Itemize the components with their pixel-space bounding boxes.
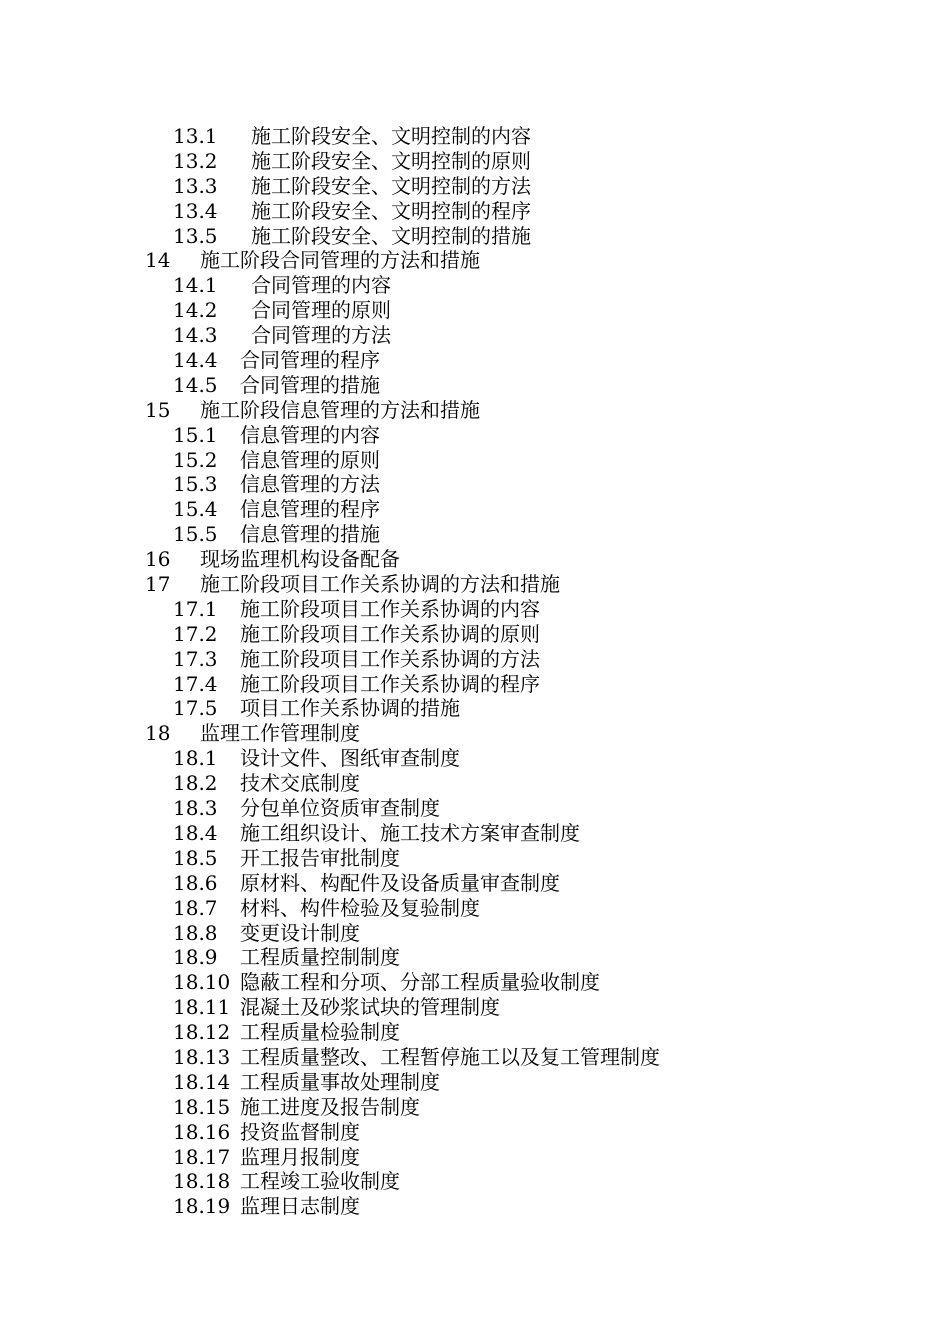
- toc-item-number: 18.6: [173, 870, 218, 895]
- toc-item-title: 施工阶段合同管理的方法和措施: [200, 248, 480, 273]
- toc-item-number: 13.2: [173, 148, 218, 173]
- toc-item-title: 分包单位资质审查制度: [240, 796, 440, 821]
- toc-item-title: 施工阶段项目工作关系协调的程序: [240, 671, 540, 696]
- toc-item-number: 17.3: [173, 646, 218, 671]
- toc-subsection-item: [0, 846, 950, 871]
- toc-subsection-item: [0, 472, 950, 497]
- toc-item-title: 信息管理的方法: [240, 472, 380, 497]
- toc-subsection-item: [0, 373, 950, 398]
- toc-subsection-item: [0, 771, 950, 796]
- toc-item-title: 技术交底制度: [240, 771, 360, 796]
- toc-item-number: 15.5: [173, 522, 218, 547]
- toc-subsection-item: [0, 945, 950, 970]
- toc-item-title: 施工阶段项目工作关系协调的方法和措施: [200, 572, 560, 597]
- toc-item-title: 监理日志制度: [240, 1194, 360, 1219]
- toc-subsection-item: [0, 1169, 950, 1194]
- toc-item-title: 信息管理的措施: [240, 522, 380, 547]
- toc-item-title: 施工阶段安全、文明控制的原则: [251, 148, 531, 173]
- toc-subsection-item: [0, 199, 950, 224]
- toc-item-title: 施工阶段项目工作关系协调的原则: [240, 621, 540, 646]
- toc-subsection-item: [0, 821, 950, 846]
- toc-item-number: 18.11: [173, 995, 231, 1020]
- toc-item-title: 开工报告审批制度: [240, 845, 400, 870]
- toc-item-number: 14.5: [173, 372, 218, 397]
- toc-item-title: 投资监督制度: [240, 1119, 360, 1144]
- toc-item-number: 15.2: [173, 447, 218, 472]
- toc-item-number: 18.5: [173, 845, 218, 870]
- toc-section-heading: [0, 398, 950, 423]
- toc-item-number: 14.2: [173, 298, 218, 323]
- toc-item-number: 18.12: [173, 1020, 231, 1045]
- toc-item-title: 信息管理的原则: [240, 447, 380, 472]
- toc-subsection-item: [0, 323, 950, 348]
- toc-item-title: 变更设计制度: [240, 920, 360, 945]
- toc-item-number: 18.19: [173, 1194, 231, 1219]
- toc-section-heading: [0, 721, 950, 746]
- toc-subsection-item: [0, 423, 950, 448]
- toc-subsection-item: [0, 970, 950, 995]
- toc-item-title: 设计文件、图纸审查制度: [240, 746, 460, 771]
- toc-subsection-item: [0, 622, 950, 647]
- toc-item-number: 18.16: [173, 1119, 231, 1144]
- toc-item-number: 14.3: [173, 323, 218, 348]
- toc-item-number: 18.8: [173, 920, 218, 945]
- toc-item-title: 工程质量检验制度: [240, 1020, 400, 1045]
- toc-item-number: 15.1: [173, 422, 218, 447]
- toc-item-number: 15.4: [173, 497, 218, 522]
- toc-item-title: 施工阶段项目工作关系协调的方法: [240, 646, 540, 671]
- toc-item-number: 18.17: [173, 1144, 231, 1169]
- toc-subsection-item: [0, 497, 950, 522]
- toc-subsection-item: [0, 647, 950, 672]
- toc-item-number: 15.3: [173, 472, 218, 497]
- toc-item-number: 15: [145, 397, 171, 422]
- toc-item-title: 信息管理的内容: [240, 422, 380, 447]
- toc-section-heading: [0, 572, 950, 597]
- toc-item-number: 17: [145, 572, 171, 597]
- toc-item-number: 18.14: [173, 1069, 231, 1094]
- toc-item-number: 18.13: [173, 1044, 231, 1069]
- toc-item-number: 17.5: [173, 696, 218, 721]
- toc-item-title: 合同管理的原则: [251, 298, 391, 323]
- toc-subsection-item: [0, 1095, 950, 1120]
- toc-item-number: 18.10: [173, 970, 231, 995]
- toc-subsection-item: [0, 696, 950, 721]
- toc-item-title: 合同管理的程序: [240, 348, 380, 373]
- toc-item-title: 合同管理的内容: [251, 273, 391, 298]
- toc-item-title: 合同管理的措施: [240, 372, 380, 397]
- toc-item-number: 13.3: [173, 173, 218, 198]
- toc-subsection-item: [0, 871, 950, 896]
- toc-section-heading: [0, 547, 950, 572]
- toc-item-title: 现场监理机构设备配备: [200, 547, 400, 572]
- toc-subsection-item: [0, 1120, 950, 1145]
- toc-item-number: 14.1: [173, 273, 218, 298]
- toc-item-title: 混凝土及砂浆试块的管理制度: [240, 995, 500, 1020]
- toc-subsection-item: [0, 522, 950, 547]
- toc-subsection-item: [0, 746, 950, 771]
- toc-subsection-item: [0, 149, 950, 174]
- toc-subsection-item: [0, 348, 950, 373]
- toc-item-title: 施工阶段安全、文明控制的方法: [251, 173, 531, 198]
- toc-item-title: 工程质量事故处理制度: [240, 1069, 440, 1094]
- toc-item-number: 18.18: [173, 1169, 231, 1194]
- toc-item-number: 18.3: [173, 796, 218, 821]
- toc-subsection-item: [0, 273, 950, 298]
- toc-item-title: 信息管理的程序: [240, 497, 380, 522]
- toc-item-title: 施工阶段安全、文明控制的程序: [251, 198, 531, 223]
- toc-subsection-item: [0, 672, 950, 697]
- toc-item-title: 原材料、构配件及设备质量审查制度: [240, 870, 560, 895]
- toc-item-title: 隐蔽工程和分项、分部工程质量验收制度: [240, 970, 600, 995]
- toc-subsection-item: [0, 224, 950, 249]
- toc-subsection-item: [0, 796, 950, 821]
- toc-item-number: 13.4: [173, 198, 218, 223]
- toc-item-number: 18.15: [173, 1094, 231, 1119]
- toc-item-number: 17.2: [173, 621, 218, 646]
- toc-item-title: 施工进度及报告制度: [240, 1094, 420, 1119]
- toc-item-number: 14.4: [173, 348, 218, 373]
- toc-item-number: 18.2: [173, 771, 218, 796]
- toc-subsection-item: [0, 597, 950, 622]
- table-of-contents: [0, 124, 950, 1219]
- toc-subsection-item: [0, 174, 950, 199]
- toc-item-title: 监理月报制度: [240, 1144, 360, 1169]
- toc-item-number: 14: [145, 248, 171, 273]
- toc-item-title: 施工阶段安全、文明控制的措施: [251, 223, 531, 248]
- toc-subsection-item: [0, 1020, 950, 1045]
- toc-item-title: 材料、构件检验及复验制度: [240, 895, 480, 920]
- toc-subsection-item: [0, 1145, 950, 1170]
- toc-item-title: 工程质量控制制度: [240, 945, 400, 970]
- toc-item-title: 项目工作关系协调的措施: [240, 696, 460, 721]
- toc-item-title: 施工组织设计、施工技术方案审查制度: [240, 820, 580, 845]
- toc-section-heading: [0, 248, 950, 273]
- toc-subsection-item: [0, 124, 950, 149]
- toc-item-number: 18.4: [173, 820, 218, 845]
- toc-item-number: 18: [145, 721, 171, 746]
- toc-item-title: 工程质量整改、工程暂停施工以及复工管理制度: [240, 1044, 660, 1069]
- toc-item-number: 18.7: [173, 895, 218, 920]
- toc-item-number: 18.9: [173, 945, 218, 970]
- toc-item-number: 16: [145, 547, 171, 572]
- toc-item-number: 13.1: [173, 124, 218, 148]
- toc-item-number: 17.4: [173, 671, 218, 696]
- toc-item-title: 监理工作管理制度: [200, 721, 360, 746]
- toc-subsection-item: [0, 298, 950, 323]
- toc-item-title: 施工阶段安全、文明控制的内容: [251, 124, 531, 148]
- toc-item-number: 18.1: [173, 746, 218, 771]
- toc-item-number: 13.5: [173, 223, 218, 248]
- toc-item-number: 17.1: [173, 596, 218, 621]
- toc-subsection-item: [0, 1194, 950, 1219]
- toc-item-title: 工程竣工验收制度: [240, 1169, 400, 1194]
- toc-subsection-item: [0, 1070, 950, 1095]
- toc-subsection-item: [0, 1045, 950, 1070]
- toc-subsection-item: [0, 896, 950, 921]
- toc-item-title: 施工阶段信息管理的方法和措施: [200, 397, 480, 422]
- toc-item-title: 施工阶段项目工作关系协调的内容: [240, 596, 540, 621]
- toc-subsection-item: [0, 921, 950, 946]
- toc-item-title: 合同管理的方法: [251, 323, 391, 348]
- toc-subsection-item: [0, 448, 950, 473]
- toc-subsection-item: [0, 995, 950, 1020]
